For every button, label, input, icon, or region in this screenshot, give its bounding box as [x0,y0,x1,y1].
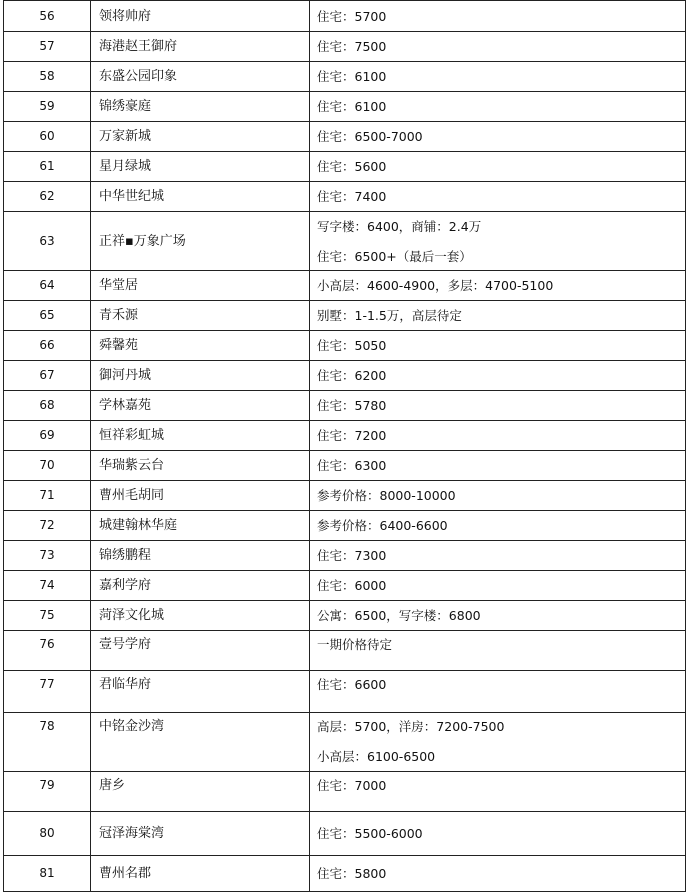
row-number: 80 [4,812,91,856]
row-number: 75 [4,601,91,631]
table-row [4,541,686,571]
price-line: 住宅：6300 [317,458,387,473]
row-number: 81 [4,856,91,892]
row-number-text: 76 [39,637,55,651]
row-number: 73 [4,541,91,571]
table-row [4,62,686,92]
table-row [4,92,686,122]
row-number: 70 [4,451,91,481]
row-number [4,631,91,671]
price-cell [310,331,686,361]
row-number: 64 [4,271,91,301]
row-number: 72 [4,511,91,541]
price-line: 住宅：6100 [317,69,387,84]
price-line: 住宅：7200 [317,428,387,443]
project-name [91,631,310,671]
price-line: 住宅：6000 [317,578,387,593]
price-line: 参考价格：8000-10000 [317,488,456,503]
table-row [4,32,686,62]
row-number: 59 [4,92,91,122]
project-name: 曹州毛胡同 [91,481,310,511]
row-number: 66 [4,331,91,361]
price-line: 住宅：6100 [317,99,387,114]
project-name: 恒祥彩虹城 [91,421,310,451]
table-row [4,713,686,772]
price-cell [310,92,686,122]
project-name: 领将帅府 [91,1,310,32]
price-cell [310,631,686,671]
price-cell [310,713,686,772]
row-number: 60 [4,122,91,152]
project-name [91,772,310,812]
project-name: 学林嘉苑 [91,391,310,421]
row-number: 67 [4,361,91,391]
price-cell [310,182,686,212]
row-number: 63 [4,212,91,271]
project-name-text: 唐乡 [99,778,126,793]
table-row [4,511,686,541]
table-row [4,212,686,271]
price-line: 写字楼：6400，商铺：2.4万 [317,218,482,234]
project-name [91,713,310,772]
price-line: 小高层：4600-4900，多层：4700-5100 [317,278,554,293]
project-name: 菏泽文化城 [91,601,310,631]
project-name: 锦绣豪庭 [91,92,310,122]
row-number-text: 79 [39,778,55,792]
project-name: 嘉利学府 [91,571,310,601]
project-name: 东盛公园印象 [91,62,310,92]
price-cell [310,421,686,451]
housing-price-table [3,0,686,892]
price-cell [310,152,686,182]
table-row [4,772,686,812]
table-body [4,1,686,892]
project-name: 正祥▪万象广场 [91,212,310,271]
table-row [4,152,686,182]
row-number: 61 [4,152,91,182]
project-name-text: 中铭金沙湾 [99,719,165,734]
price-cell [310,1,686,32]
project-name: 锦绣鹏程 [91,541,310,571]
price-cell [310,271,686,301]
price-cell [310,481,686,511]
price-cell [310,32,686,62]
row-number-text: 77 [39,677,55,691]
price-line: 住宅：7500 [317,39,387,54]
table-row [4,331,686,361]
row-number [4,671,91,713]
project-name-text: 君临华府 [99,677,152,692]
price-line: 住宅：5600 [317,159,387,174]
price-cell [310,391,686,421]
price-line: 住宅：5780 [317,398,387,413]
price-line: 小高层：6100-6500 [317,749,436,764]
price-line: 参考价格：6400-6600 [317,518,448,533]
project-name: 海港赵王御府 [91,32,310,62]
price-line: 高层：5700，洋房：7200-7500 [317,719,505,734]
price-line: 别墅：1-1.5万，高层待定 [317,308,462,323]
project-name: 青禾源 [91,301,310,331]
price-line: 住宅：5800 [317,866,387,881]
price-cell [310,541,686,571]
price-line: 住宅：6200 [317,368,387,383]
price-cell [310,772,686,812]
price-line: 住宅：7300 [317,548,387,563]
row-number: 68 [4,391,91,421]
project-name: 星月绿城 [91,152,310,182]
price-cell [310,812,686,856]
table-row [4,182,686,212]
price-cell [310,671,686,713]
price-cell [310,601,686,631]
price-cell [310,62,686,92]
price-line: 一期价格待定 [317,637,393,652]
row-number-text: 78 [39,719,55,733]
price-line: 住宅：7000 [317,778,387,793]
project-name: 城建翰林华庭 [91,511,310,541]
price-cell [310,856,686,892]
table-row [4,421,686,451]
price-line: 公寓：6500，写字楼：6800 [317,608,481,623]
price-cell [310,571,686,601]
table-row [4,451,686,481]
project-name: 华瑞紫云台 [91,451,310,481]
project-name: 舜馨苑 [91,331,310,361]
row-number [4,713,91,772]
table-row [4,301,686,331]
table-row [4,631,686,671]
price-cell [310,212,686,271]
row-number: 74 [4,571,91,601]
row-number: 71 [4,481,91,511]
table-row [4,481,686,511]
price-cell [310,451,686,481]
project-name: 御河丹城 [91,361,310,391]
project-name-text: 壹号学府 [99,637,152,652]
row-number: 56 [4,1,91,32]
table-row [4,1,686,32]
row-number: 65 [4,301,91,331]
price-line: 住宅：5500-6000 [317,826,423,841]
project-name: 曹州名郡 [91,856,310,892]
price-line: 住宅：6600 [317,677,387,692]
table-row [4,571,686,601]
price-cell [310,122,686,152]
price-line: 住宅：6500+（最后一套） [317,248,472,264]
project-name [91,671,310,713]
row-number: 62 [4,182,91,212]
row-number: 58 [4,62,91,92]
table-row [4,812,686,856]
row-number [4,772,91,812]
project-name: 华堂居 [91,271,310,301]
price-cell [310,511,686,541]
row-number: 69 [4,421,91,451]
project-name: 中华世纪城 [91,182,310,212]
table-row [4,856,686,892]
price-line: 住宅：7400 [317,189,387,204]
price-cell [310,361,686,391]
price-cell [310,301,686,331]
table-row [4,122,686,152]
row-number: 57 [4,32,91,62]
project-name: 冠泽海棠湾 [91,812,310,856]
table-row [4,361,686,391]
price-line: 住宅：5700 [317,8,387,24]
price-line: 住宅：6500-7000 [317,129,423,144]
price-line: 住宅：5050 [317,338,387,353]
project-name: 万家新城 [91,122,310,152]
table-row [4,391,686,421]
table-row [4,601,686,631]
table-row [4,271,686,301]
table-row [4,671,686,713]
